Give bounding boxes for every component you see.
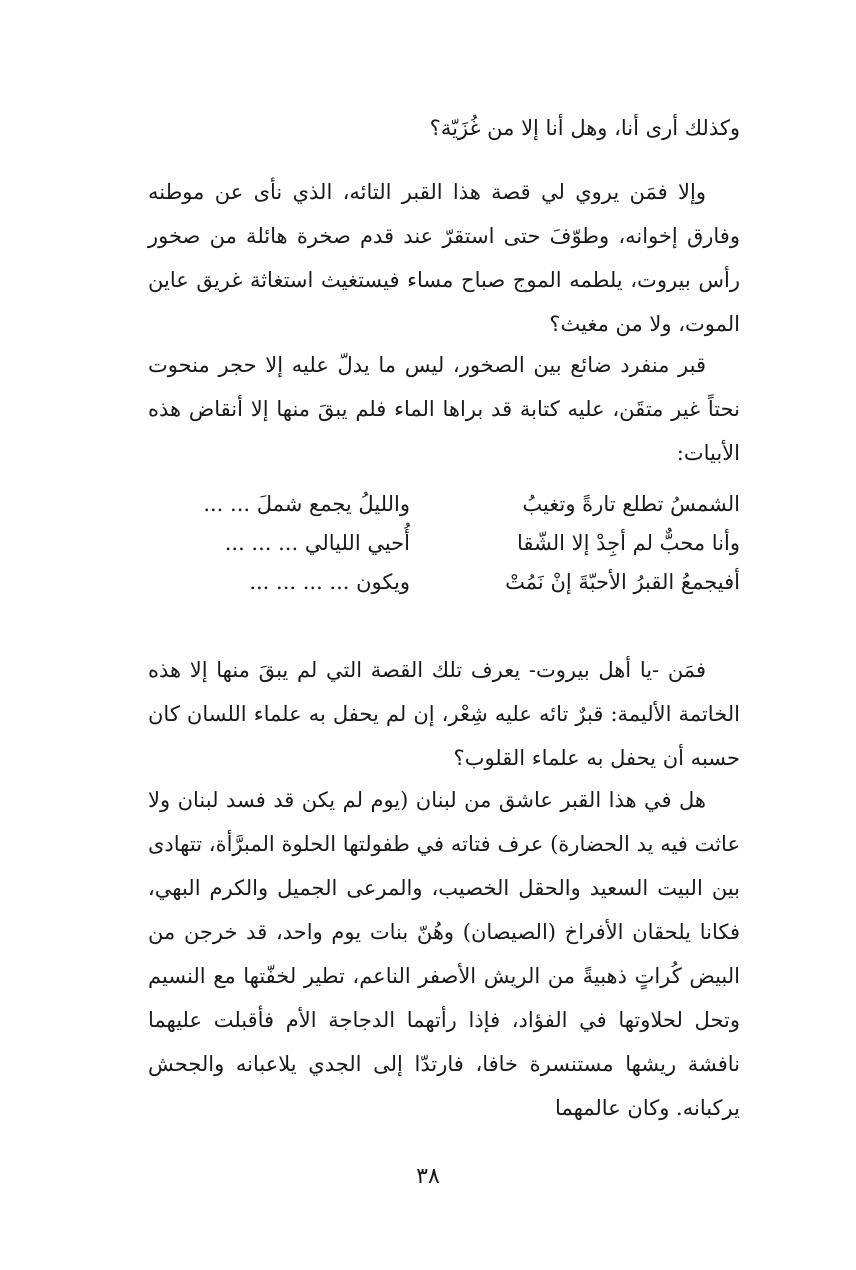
verse-second-hemistich: والليلُ يجمع شملَ ... ...	[203, 492, 410, 516]
poem-verses	[148, 485, 740, 602]
verse-first-hemistich: وأنا محبٌّ لم أجِدْ إلا الشّقا	[516, 531, 740, 555]
verse-first-hemistich: الشمسُ تطلع تارةً وتغيبُ	[522, 492, 740, 516]
verse-second-hemistich: أُحيي الليالي ... ... ...	[224, 531, 410, 555]
verse-line	[148, 524, 740, 563]
verse-first-hemistich: أفيجمعُ القبرُ الأحبّةَ إنْ نَمُتْ	[505, 570, 740, 594]
paragraph-opening: وكذلك أرى أنا، وهل أنا إلا من غُزَيّة؟	[429, 116, 740, 140]
paragraph-lebanon-lover: هل في هذا القبر عاشق من لبنان (يوم لم يكن قد فسد لبنان ولا عاثت فيه يد الحضارة) عرف فتاته في طفولتها الحلوة المبرَّأة، تتهادى بين البيت السعيد والحقل الخصيب، والمرعى الجميل والكرم البهي، فكانا يلحقان الأفراخ (الصيصان) وهُنّ بنات يوم واحد، قد خرجن من البيض كُراتٍ ذهبيةً من الريش الأصفر الناعم، تطير لخفّتها مع النسيم وتحل لحلاوتها في الفؤاد، فإذا رأتهما الدجاجة الأم فأقبلت عليهما نافشة ريشها مستنسرة خافا، فارتدّا إلى الجدي يلاعبانه والجحش يركبانه. وكان عالمهما	[148, 788, 740, 1120]
page-number: ٣٨	[416, 1164, 440, 1189]
paragraph-grave-story: وإلا فمَن يروي لي قصة هذا القبر التائه، الذي نأى عن موطنه وفارق إخوانه، وطوّفَ حتى استقرّ عند قدم صخرة هائلة من صخور رأس بيروت، يلطمه الموج صباح مساء فيستغيث استغاثة غريق عاين الموت، ولا من مغيث؟	[148, 180, 740, 336]
verse-second-hemistich: ويكون ... ... ... ...	[249, 570, 410, 594]
paragraph-grave-description: قبر منفرد ضائع بين الصخور، ليس ما يدلّ عليه إلا حجر منحوت نحتاً غير متقَن، عليه كتابة قد براها الماء فلم يبقَ منها إلا أنقاض هذه الأبيات:	[148, 353, 740, 465]
verse-line	[148, 485, 740, 524]
paragraph-question-to-beirut: فمَن -يا أهل بيروت- يعرف تلك القصة التي لم يبقَ منها إلا هذه الخاتمة الأليمة: قبرٌ تائه عليه شِعْر، إن لم يحفل به علماء اللسان كان حسبه أن يحفل به علماء القلوب؟	[148, 658, 740, 770]
verse-line	[148, 563, 740, 602]
